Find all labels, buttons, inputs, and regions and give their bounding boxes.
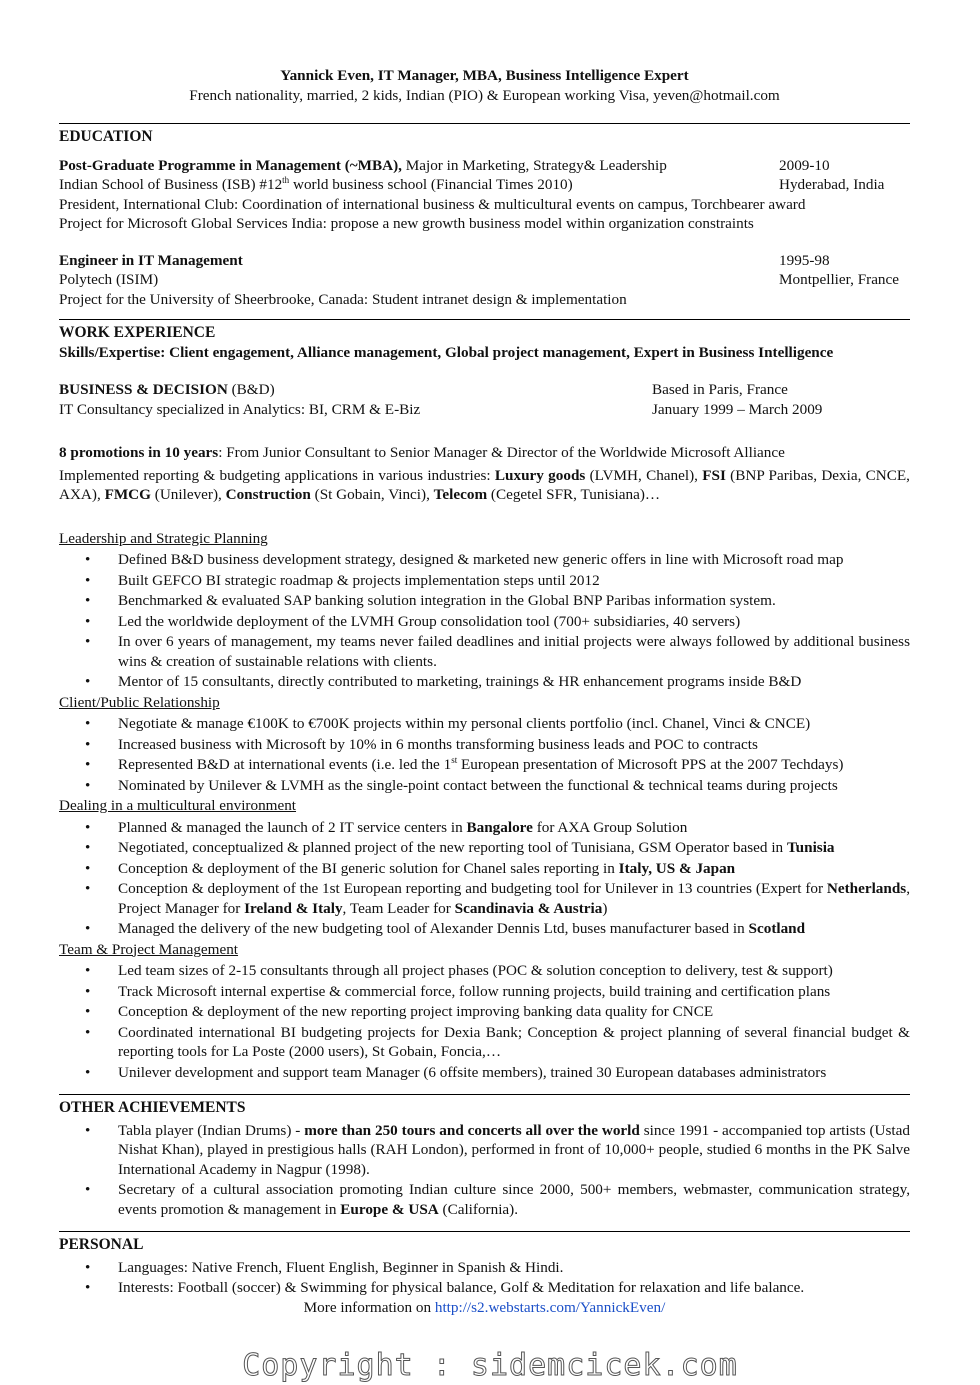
resume-page: [59, 66, 910, 1317]
client-heading: Client/Public Relationship: [59, 693, 220, 711]
pgp-location: Hyderabad, India: [779, 176, 885, 193]
copyright-watermark: Copyright : sidemcicek.com: [242, 1348, 738, 1383]
eng-degree: Engineer in IT Management: [59, 251, 243, 269]
list-item: [59, 818, 910, 838]
list-item: • Conception & deployment of the new reporting project improving banking data quality for CNCE: [59, 1002, 910, 1022]
item-text: Tabla player (Indian Drums) -: [118, 1121, 305, 1139]
list-item: • Nominated by Unilever & LVMH as the single-point contact between the functional & technical teams during projects: [59, 776, 910, 796]
item-text: since 1991 - accompanied top artists (Ustad Nishat Khan), played in prestigious halls (RAH London), performed in front of 10,000+ people, studied 6 months in the PK Salve International Academy in Nagpur (1998).: [118, 1121, 910, 1178]
item-bold: Tunisia: [786, 839, 835, 856]
pgp-degree-row: [59, 156, 910, 176]
personal-title: PERSONAL: [59, 1236, 144, 1253]
list-item: • Built GEFCO BI strategic roadmap & projects implementation steps until 2012: [59, 571, 910, 591]
client-list: [59, 714, 910, 795]
item-text: (California).: [438, 1200, 519, 1218]
pgp-project: Project for Microsoft Global Services India: propose a new growth business model within organization constraints: [59, 215, 754, 232]
industries-text: (LVMH, Chanel),: [585, 466, 703, 484]
company-desc-row: [59, 400, 910, 420]
item-bold: Bangalore: [466, 818, 533, 836]
list-item: • Mentor of 15 consultants, directly contributed to marketing, trainings & HR enhancement programs inside B&D: [59, 672, 910, 692]
company-row: [59, 380, 910, 400]
industry-fsi: FSI: [702, 466, 726, 484]
eng-location: Montpellier, France: [779, 271, 900, 288]
item-bold: Netherlands: [826, 880, 907, 897]
leadership-list: [59, 550, 910, 692]
industry-fmcg: FMCG: [104, 486, 151, 503]
item-bold: more than 250 tours and concerts all over the world: [304, 1121, 640, 1139]
item-sup: st: [451, 755, 458, 765]
company-name: BUSINESS & DECISION: [59, 381, 228, 398]
item-text: ): [602, 899, 608, 917]
industry-construction: Construction: [225, 486, 311, 503]
item-bold: Ireland & Italy: [244, 899, 343, 917]
pgp-school: Indian School of Business (ISB) #12: [59, 176, 283, 193]
item-text: for AXA Group Solution: [532, 818, 688, 836]
list-item: • Defined B&D business development strategy, designed & marketed new generic offers in line with Microsoft road map: [59, 550, 910, 570]
work-title: WORK EXPERIENCE: [59, 324, 216, 341]
list-item: [59, 919, 910, 939]
item-text: Conception & deployment of the BI generic solution for Chanel sales reporting in: [118, 859, 619, 877]
item-bold: Italy, US & Japan: [618, 859, 736, 877]
list-item: [59, 1180, 910, 1219]
list-item: [59, 755, 910, 775]
list-item: [59, 838, 910, 858]
team-heading: Team & Project Management: [59, 940, 239, 958]
team-list: [59, 961, 910, 1082]
item-text: Planned & managed the launch of 2 IT service centers in: [118, 818, 467, 836]
item-text: , Team Leader for: [342, 899, 455, 917]
industries-text: (Cegetel SFR, Tunisiana)…: [487, 486, 661, 503]
pgp-club: President, International Club: Coordination of international business & multicultural events on campus, Torchbearer award: [59, 195, 806, 213]
industries-text: Implemented reporting & budgeting applications in various industries:: [59, 466, 495, 484]
website-link[interactable]: http://s2.webstarts.com/YannickEven/: [434, 1298, 666, 1316]
item-text: Managed the delivery of the new budgeting tool of Alexander Dennis Ltd, buses manufacturer based in: [118, 920, 749, 937]
item-bold: Europe & USA: [340, 1200, 439, 1218]
industries-text: (BNP Paribas, Dexia, CNCE, AXA),: [59, 466, 910, 503]
personal-list: [59, 1258, 910, 1298]
industry-luxury: Luxury goods: [494, 466, 586, 484]
item-bold: Scandinavia & Austria: [454, 899, 603, 917]
promotions-line: [59, 443, 910, 463]
pgp-school-row: [59, 175, 910, 195]
work-section: [59, 319, 910, 1082]
promotions-text: : From Junior Consultant to Senior Manager & Director of the Worldwide Microsoft Alliance: [218, 444, 785, 461]
list-item: • Led team sizes of 2-15 consultants through all project phases (POC & solution conception to delivery, test & support): [59, 961, 910, 981]
eng-school-row: [59, 270, 910, 290]
education-section: [59, 123, 910, 309]
list-item: • Coordinated international BI budgeting projects for Dexia Bank; Conception & project planning of several financial budget & reporting tools for La Poste (2000 users), St Gobain, Foncia,…: [59, 1023, 910, 1062]
list-item: • Led the worldwide deployment of the LVMH Group consolidation tool (700+ subsidiaries, 40 servers): [59, 612, 910, 632]
list-item: • Track Microsoft internal expertise & commercial force, follow running projects, build training and certification plans: [59, 982, 910, 1002]
eng-school: Polytech (ISIM): [59, 271, 159, 288]
industries-text: (St Gobain, Vinci),: [310, 486, 434, 503]
item-text: Secretary of a cultural association promoting Indian culture since 2000, 500+ members, webmaster, communication strategy, events promotion & management in: [118, 1181, 910, 1218]
industries-paragraph: [59, 466, 910, 505]
eng-years: 1995-98: [779, 251, 830, 269]
company-abbr: (B&D): [227, 381, 275, 398]
pgp-major: Major in Marketing, Strategy& Leadership: [401, 156, 667, 174]
personal-section: [59, 1231, 910, 1317]
education-title: EDUCATION: [59, 128, 153, 145]
industry-telecom: Telecom: [433, 486, 488, 503]
item-text: Conception & deployment of the 1st European reporting and budgeting tool for Unilever in 13 countries (Expert for: [118, 880, 827, 897]
promotions-bold: 8 promotions in 10 years: [59, 444, 219, 461]
company-desc: IT Consultancy specialized in Analytics: BI, CRM & E-Biz: [59, 400, 421, 418]
resume-contact-info: French nationality, married, 2 kids, Indian (PIO) & European working Visa, yeven@hotmail.com: [189, 86, 780, 104]
achievements-title: OTHER ACHIEVEMENTS: [59, 1099, 246, 1116]
item-bold: Scotland: [748, 920, 806, 937]
list-item: • Interests: Football (soccer) & Swimming for physical balance, Golf & Meditation for relaxation and life balance.: [59, 1278, 910, 1298]
more-info-text: More information on: [303, 1298, 435, 1316]
company-dates: January 1999 – March 2009: [652, 400, 823, 418]
item-text: , Project Manager for: [118, 880, 910, 917]
achievements-section: [59, 1094, 910, 1219]
multicultural-heading: Dealing in a multicultural environment: [59, 797, 297, 814]
list-item: • Unilever development and support team Manager (6 offsite members), trained 30 European databases administrators: [59, 1063, 910, 1083]
leadership-heading: Leadership and Strategic Planning: [59, 529, 268, 547]
pgp-school-sup: th: [282, 175, 290, 185]
list-item: • Increased business with Microsoft by 10% in 6 months transforming business leads and POC to contracts: [59, 735, 910, 755]
pgp-school-rank: world business school (Financial Times 2010): [289, 176, 573, 193]
achievements-list: [59, 1121, 910, 1220]
item-text: European presentation of Microsoft PPS at the 2007 Techdays): [457, 756, 844, 773]
list-item: • Languages: Native French, Fluent English, Beginner in Spanish & Hindi.: [59, 1258, 910, 1278]
company-based: Based in Paris, France: [652, 381, 788, 398]
list-item: • Benchmarked & evaluated SAP banking solution integration in the Global BNP Paribas information system.: [59, 591, 910, 611]
item-text: Represented B&D at international events (i.e. led the 1: [118, 756, 452, 773]
industries-text: (Unilever),: [150, 486, 226, 503]
list-item: • In over 6 years of management, my teams never failed deadlines and initial projects were always followed by additional business wins & creation of sustainable relations with clients.: [59, 632, 910, 671]
more-info-line: [59, 1298, 910, 1318]
list-item: [59, 879, 910, 918]
item-text: Negotiated, conceptualized & planned project of the new reporting tool of Tunisiana, GSM Operator based in: [118, 839, 787, 856]
list-item: • Negotiate & manage €100K to €700K projects within my personal clients portfolio (incl. Chanel, Vinci & CNCE): [59, 714, 910, 734]
eng-project: Project for the University of Sheerbrooke, Canada: Student intranet design & implementation: [59, 290, 627, 308]
list-item: [59, 1121, 910, 1180]
list-item: [59, 859, 910, 879]
eng-degree-row: [59, 251, 910, 271]
pgp-years: 2009-10: [779, 156, 830, 174]
resume-name: Yannick Even, IT Manager, MBA, Business Intelligence Expert: [280, 67, 689, 84]
work-skills: Skills/Expertise: Client engagement, Alliance management, Global project management, Expert in Business Intelligence: [59, 343, 834, 361]
pgp-degree: Post-Graduate Programme in Management (~MBA),: [59, 156, 402, 174]
multicultural-list: [59, 818, 910, 939]
